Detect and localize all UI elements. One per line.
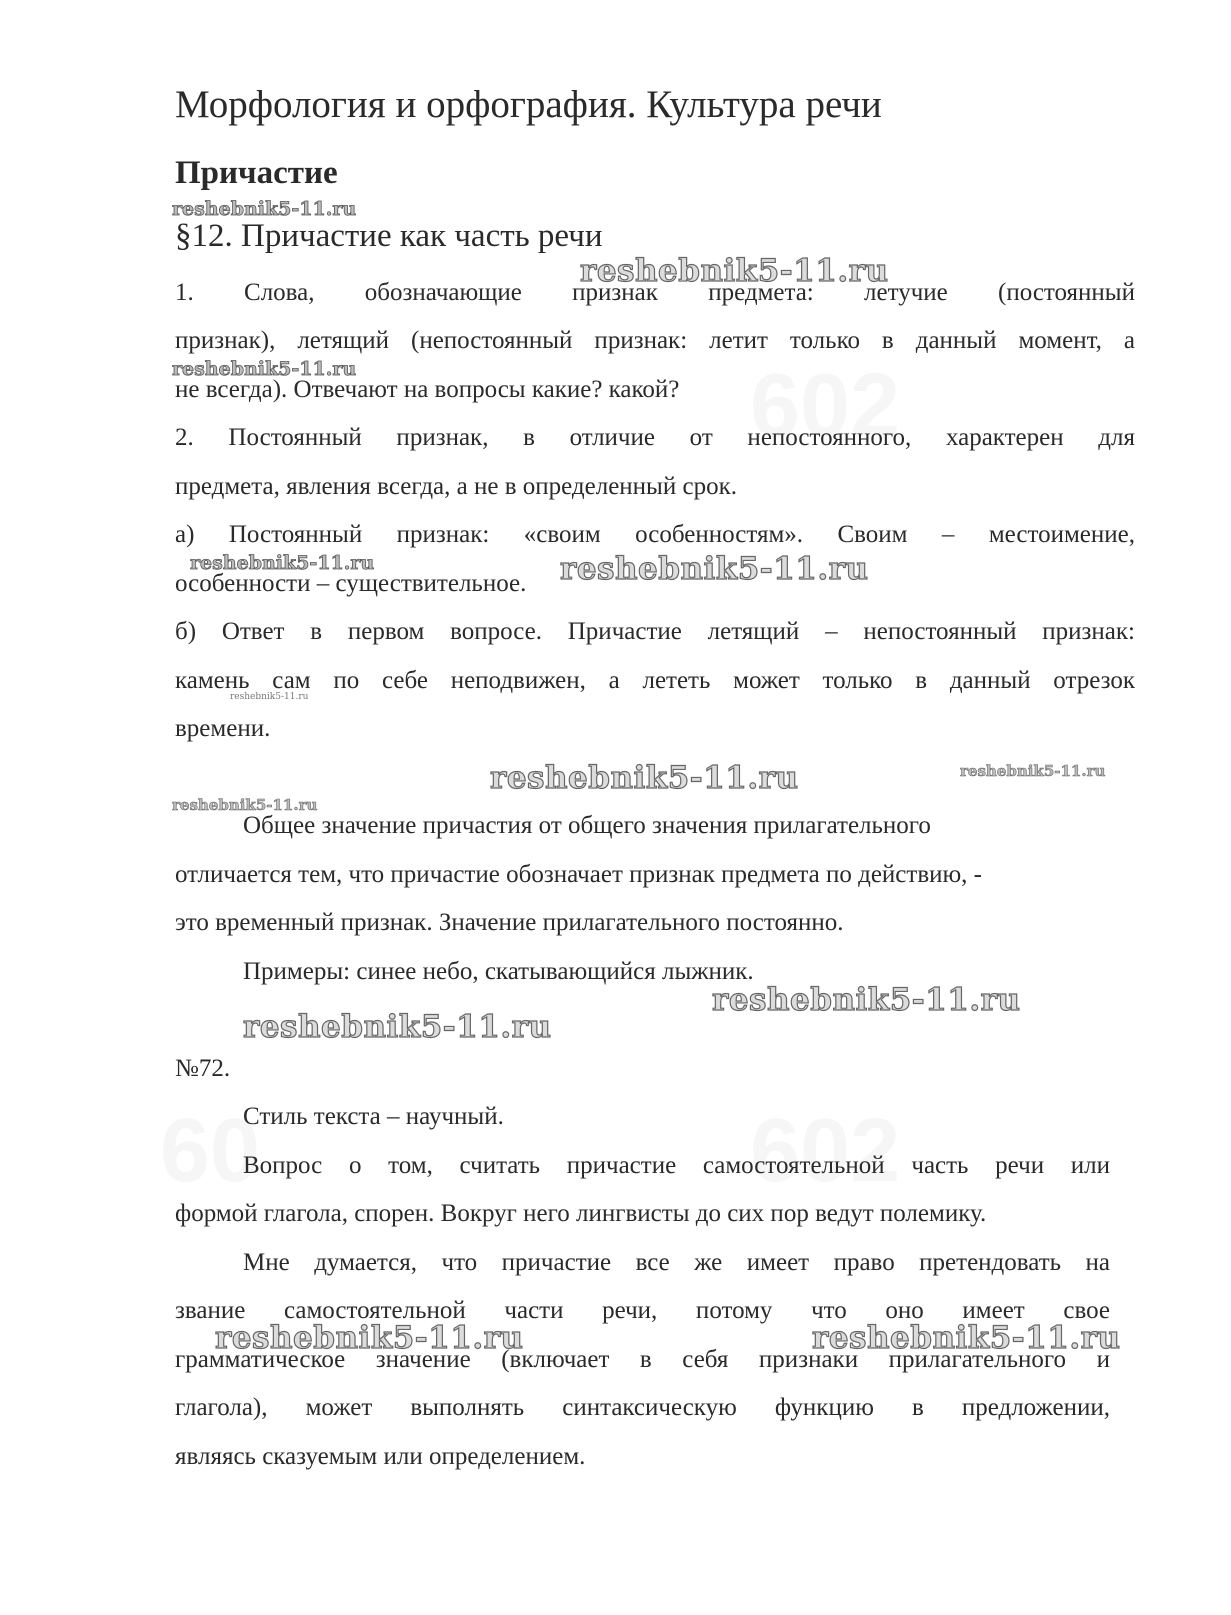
watermark: reshebnik5-11.ru: [190, 552, 375, 574]
watermark: reshebnik5-11.ru: [243, 1009, 552, 1045]
watermark: reshebnik5-11.ru: [560, 551, 869, 587]
watermark: reshebnik5-11.ru: [172, 358, 357, 380]
text-line: Стиль текста – научный.: [243, 1103, 504, 1130]
text-line: это временный признак. Значение прилагательного постоянно.: [175, 909, 844, 936]
paragraph-heading: §12. Причастие как часть речи: [175, 218, 603, 254]
text-line: Мне думается, что причастие все же имеет право претендовать на: [243, 1249, 1110, 1276]
text-line: отличается тем, что причастие обозначает признак предмета по действию, -: [175, 861, 983, 888]
text-line: грамматическое значение (включает в себя признаки прилагательного и: [175, 1346, 1110, 1373]
text-line: Общее значение причастия от общего значения прилагательного: [243, 812, 931, 839]
text-line: 2. Постоянный признак, в отличие от непостоянного, характерен для: [175, 424, 1135, 451]
background-stamp: 602: [750, 1101, 901, 1201]
text-line: глагола), может выполнять синтаксическую функцию в предложении,: [175, 1394, 1110, 1421]
watermark: reshebnik5-11.ru: [812, 1320, 1121, 1356]
watermark: reshebnik5-11.ru: [172, 796, 318, 814]
text-line: Вопрос о том, считать причастие самостоятельной часть речи или: [243, 1152, 1110, 1179]
background-stamp: 602: [750, 356, 901, 456]
text-line: не всегда). Отвечают на вопросы какие? какой?: [175, 376, 680, 403]
text-line: Примеры: синее небо, скатывающийся лыжник.: [243, 958, 754, 985]
text-line: камень сам по себе неподвижен, а лететь может только в данный отрезок: [175, 667, 1135, 694]
watermark: reshebnik5-11.ru: [172, 198, 357, 220]
watermark: reshebnik5-11.ru: [580, 253, 889, 289]
text-line: формой глагола, спорен. Вокруг него лингвисты до сих пор ведут полемику.: [175, 1200, 987, 1227]
task-number: №72.: [175, 1055, 231, 1082]
watermark: reshebnik5-11.ru: [230, 692, 309, 702]
watermark: reshebnik5-11.ru: [490, 760, 799, 796]
text-line: звание самостоятельной части речи, потому что оно имеет свое: [175, 1297, 1110, 1324]
text-line: б) Ответ в первом вопросе. Причастие летящий – непостоянный признак:: [175, 618, 1135, 645]
text-line: а) Постоянный признак: «своим особенностям». Своим – местоимение,: [175, 521, 1135, 548]
text-line: особенности – существительное.: [175, 570, 527, 597]
text-line: предмета, явления всегда, а не в определенный срок.: [175, 473, 737, 500]
watermark: reshebnik5-11.ru: [712, 982, 1021, 1018]
watermark: reshebnik5-11.ru: [215, 1320, 524, 1356]
text-line: признак), летящий (непостоянный признак: летит только в данный момент, а: [175, 327, 1135, 354]
page-title: Морфология и орфография. Культура речи: [175, 83, 882, 126]
section-heading: Причастие: [175, 155, 338, 191]
text-line: времени.: [175, 715, 271, 742]
background-stamp: 60: [160, 1101, 261, 1201]
text-line: являясь сказуемым или определением.: [175, 1443, 586, 1470]
text-line: 1. Слова, обозначающие признак предмета: летучие (постоянный: [175, 279, 1135, 306]
watermark: reshebnik5-11.ru: [960, 762, 1106, 780]
